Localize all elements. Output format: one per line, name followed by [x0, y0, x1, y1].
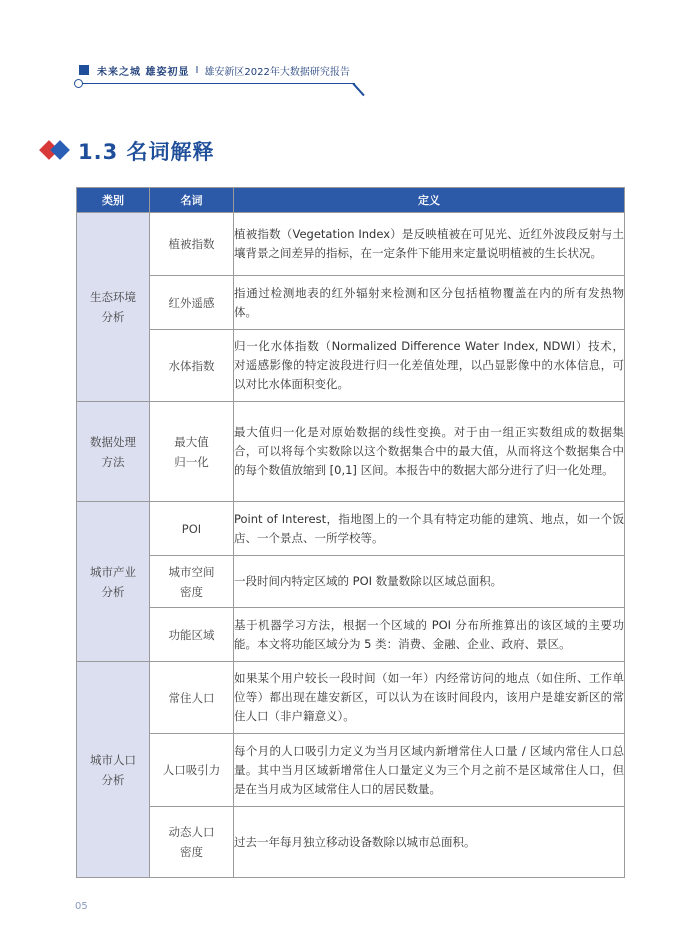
section-heading	[40, 136, 215, 166]
term-cell	[150, 402, 234, 502]
category-cell	[77, 402, 150, 502]
term-cell	[150, 213, 234, 276]
term-cell	[150, 556, 234, 608]
category-label: 生态环境分析	[90, 290, 136, 324]
header-report-title: 雄安新区2022年大数据研究报告	[204, 66, 350, 78]
table-row	[77, 556, 625, 608]
table-header-row	[77, 188, 625, 213]
definition-cell: 基于机器学习方法，根据一个区域的 POI 分布所推算出的该区域的主要功能。本文将功能区域分为 5 类：消费、金融、企业、政府、景区。	[234, 608, 625, 662]
col-header-definition: 定义	[234, 188, 625, 213]
term-cell	[150, 502, 234, 556]
glossary-table	[76, 187, 625, 878]
table-row	[77, 807, 625, 878]
term-cell	[150, 662, 234, 734]
term-label: 最大值归一化	[174, 434, 209, 469]
term-label: 常住人口	[168, 690, 215, 705]
definition-cell: 植被指数（Vegetation Index）是反映植被在可见光、近红外波段反射与土壤背景之间差异的指标，在一定条件下能用来定量说明植被的生长状况。	[234, 213, 625, 276]
category-label: 数据处理方法	[90, 434, 136, 469]
term-label: 水体指数	[168, 358, 215, 373]
section-title: 1.3 名词解释	[78, 140, 215, 164]
header-separator: I	[195, 64, 199, 76]
col-header-term: 名词	[150, 188, 234, 213]
col-header-category: 类别	[77, 188, 150, 213]
table-row	[77, 402, 625, 502]
definition-cell: 每个月的人口吸引力定义为当月区域内新增常住人口量 / 区域内常住人口总量。其中当月区域新增常住人口量定义为三个月之前不是区域常住人口，但是在当月成为区域常住人口的居民数量。	[234, 734, 625, 807]
definition-cell: 最大值归一化是对原始数据的线性变换。对于由一组正实数组成的数据集合，可以将每个实数除以这个数据集合中的最大值，从而将这个数据集合中的每个数值放缩到 [0,1] 区间。本报告中的数据大部分进行了归一化处理。	[234, 402, 625, 502]
category-cell	[77, 662, 150, 878]
term-label: 动态人口密度	[168, 825, 215, 859]
header-tagline: 未来之城 雄姿初显	[97, 66, 190, 78]
term-cell	[150, 608, 234, 662]
category-cell	[77, 213, 150, 402]
header-rule	[80, 83, 355, 84]
table-row	[77, 330, 625, 402]
diamond-icon	[40, 137, 76, 165]
page-number: 05	[75, 901, 88, 912]
definition-cell: 如果某个用户较长一段时间（如一年）内经常访问的地点（如住所、工作单位等）都出现在雄安新区，可以认为在该时间段内，该用户是雄安新区的常住人口（非户籍意义）。	[234, 662, 625, 734]
term-label: 植被指数	[168, 237, 215, 251]
header-square-icon	[79, 65, 89, 75]
definition-cell: 过去一年每月独立移动设备数除以城市总面积。	[234, 807, 625, 878]
header-rule-dot-icon	[74, 79, 83, 88]
definition-cell: 归一化水体指数（Normalized Difference Water Index, NDWI）技术，对遥感影像的特定波段进行归一化差值处理，以凸显影像中的水体信息，可以对比水体面积变化。	[234, 330, 625, 402]
table-row	[77, 608, 625, 662]
header-rule-slant	[353, 83, 365, 96]
term-label: 功能区域	[168, 627, 215, 642]
table-row	[77, 502, 625, 556]
term-label: 城市空间密度	[168, 564, 215, 599]
term-label: 人口吸引力	[162, 763, 221, 777]
category-cell	[77, 502, 150, 662]
definition-cell: Point of Interest，指地图上的一个具有特定功能的建筑、地点，如一个饭店、一个景点、一所学校等。	[234, 502, 625, 556]
term-cell	[150, 276, 234, 330]
definition-cell: 指通过检测地表的红外辐射来检测和区分包括植物覆盖在内的所有发热物体。	[234, 276, 625, 330]
term-cell	[150, 807, 234, 878]
definition-cell: 一段时间内特定区域的 POI 数量数除以区域总面积。	[234, 556, 625, 608]
category-label: 城市产业分析	[90, 564, 136, 599]
term-label: POI	[181, 521, 202, 536]
category-label: 城市人口分析	[90, 752, 136, 787]
term-label: 红外遥感	[168, 295, 215, 310]
term-cell	[150, 330, 234, 402]
table-row	[77, 734, 625, 807]
term-cell	[150, 734, 234, 807]
table-row	[77, 662, 625, 734]
table-row	[77, 213, 625, 276]
table-row	[77, 276, 625, 330]
